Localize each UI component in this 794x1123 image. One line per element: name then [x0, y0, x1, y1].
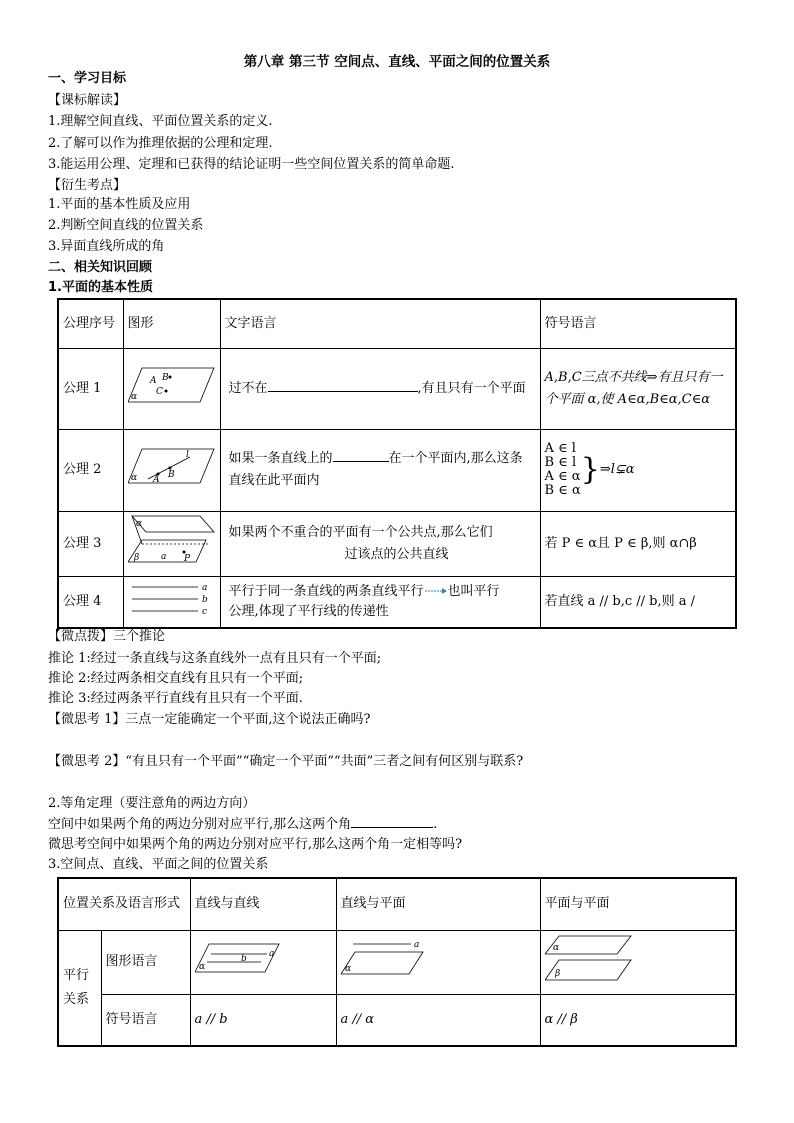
kebiao-item-1: 1.理解空间直线、平面位置关系的定义. [48, 114, 273, 129]
svg-text:α: α [130, 391, 137, 402]
axiom-1-figure [123, 348, 220, 429]
svg-text:P: P [183, 553, 190, 564]
header-axiom-number: 公理序号 [58, 299, 123, 348]
symbol-language-label: 符号语言 [101, 994, 190, 1046]
svg-text:b: b [240, 954, 247, 964]
svg-text:α: α [344, 964, 351, 974]
equal-angle-theorem-heading: 2.等角定理（要注意角的两边方向） [48, 796, 256, 811]
figure-language-label: 图形语言 [101, 930, 190, 994]
kebiao-heading: 【课标解读】 [48, 93, 127, 108]
axiom-2-name: 公理 2 [58, 429, 123, 511]
position-relations-table [57, 877, 737, 1047]
svg-text:b: b [201, 594, 208, 605]
axiom-4-text: 平行于同一条直线的两条直线平行 也叫平行 公理,体现了平行线的传递性 [220, 576, 540, 628]
figure-plane-plane [540, 930, 736, 994]
subsection-position-relations: 3.空间点、直线、平面之间的位置关系 [48, 857, 269, 872]
yansheng-item-1: 1.平面的基本性质及应用 [48, 197, 191, 212]
weisikao-equal-angle: 微思考空间中如果两个角的两边分别对应平行,那么这两个角一定相等吗? [48, 837, 463, 852]
yansheng-heading: 【衍生考点】 [48, 178, 127, 193]
blank-1 [268, 391, 418, 392]
page-title: 第八章 第三节 空间点、直线、平面之间的位置关系 [243, 54, 551, 70]
svg-text:B: B [167, 470, 175, 480]
svg-text:a: a [160, 551, 166, 562]
axiom-4-symbol: 若直线 a // b,c // b,则 a / [540, 576, 736, 628]
svg-text:β: β [554, 969, 560, 979]
axioms-table [57, 298, 737, 629]
axiom-1-text: 过不在 ,有且只有一个平面 [220, 348, 540, 429]
section-heading-1: 一、学习目标 [48, 71, 127, 86]
yansheng-item-3: 3.异面直线所成的角 [48, 239, 165, 254]
header-line-line: 直线与直线 [190, 878, 336, 930]
svg-text:C: C [155, 386, 163, 397]
axiom-2-figure [123, 429, 220, 511]
parallel-relation-label: 平行关系 [58, 930, 101, 1046]
axiom-2-symbol: A ∈ l B ∈ l A ∈ α B ∈ α }⇒l⊊α [540, 429, 736, 511]
section-heading-2: 二、相关知识回顾 [48, 260, 153, 275]
svg-text:a: a [201, 582, 207, 593]
weisikao-2: 【微思考 2】“有且只有一个平面”“确定一个平面”“共面”三者之间有何区别与联系? [48, 754, 524, 769]
axiom-3-figure [123, 511, 220, 576]
corollary-1: 推论 1:经过一条直线与这条直线外一点有且只有一个平面; [48, 651, 382, 666]
svg-text:A: A [152, 475, 159, 485]
axiom-4-name: 公理 4 [58, 576, 123, 628]
header-relation-language: 位置关系及语言形式 [58, 878, 190, 930]
subsection-plane-properties: 1.平面的基本性质 [48, 280, 153, 295]
equal-angle-theorem-text: 空间中如果两个角的两边分别对应平行,那么这两个角 . [48, 817, 438, 832]
corollary-2: 推论 2:经过两条相交直线有且只有一个平面; [48, 671, 304, 686]
axiom-3-symbol: 若 P ∈ α且 P ∈ β,则 α∩β [540, 511, 736, 576]
figure-line-line [190, 930, 336, 994]
svg-text:c: c [201, 606, 207, 617]
svg-text:α: α [130, 473, 137, 483]
svg-text:a: a [268, 949, 274, 959]
header-plane-plane: 平面与平面 [540, 878, 736, 930]
axiom-2-text: 如果一条直线上的 在一个平面内,那么这条直线在此平面内 [220, 429, 540, 511]
symbol-line-line: a // b [190, 994, 336, 1046]
kebiao-item-3: 3.能运用公理、定理和已获得的结论证明一些空间位置关系的简单命题. [48, 157, 455, 172]
svg-text:a: a [413, 940, 419, 950]
svg-text:α: α [552, 943, 559, 953]
header-line-plane: 直线与平面 [336, 878, 540, 930]
axiom-1-name: 公理 1 [58, 348, 123, 429]
blank-3 [351, 827, 433, 828]
axiom-4-figure [123, 576, 220, 628]
svg-text:B: B [161, 372, 169, 383]
axiom-1-symbol: A,B,C三点不共线⇒有且只有一个平面 α,使 A∈α,B∈α,C∈α [540, 348, 736, 429]
blank-2 [333, 461, 389, 462]
arrow-right-icon [424, 587, 448, 595]
svg-text:β: β [133, 552, 139, 563]
figure-line-plane [336, 930, 540, 994]
kebiao-item-2: 2.了解可以作为推理依据的公理和定理. [48, 136, 273, 151]
symbol-plane-plane: α // β [540, 994, 736, 1046]
svg-text:α: α [135, 518, 142, 529]
yansheng-item-2: 2.判断空间直线的位置关系 [48, 218, 204, 233]
symbol-line-plane: a // α [336, 994, 540, 1046]
header-figure: 图形 [123, 299, 220, 348]
header-symbol-language: 符号语言 [540, 299, 736, 348]
corollary-3: 推论 3:经过两条平行直线有且只有一个平面. [48, 691, 303, 706]
weidianbo-heading: 【微点拨】三个推论 [48, 629, 166, 644]
header-text-language: 文字语言 [220, 299, 540, 348]
svg-text:l: l [185, 450, 189, 460]
svg-text:A: A [149, 375, 156, 386]
weisikao-1: 【微思考 1】三点一定能确定一个平面,这个说法正确吗? [48, 712, 371, 727]
axiom-3-name: 公理 3 [58, 511, 123, 576]
svg-text:α: α [198, 962, 205, 972]
axiom-3-text: 如果两个不重合的平面有一个公共点,那么它们 过该点的公共直线 [220, 511, 540, 576]
